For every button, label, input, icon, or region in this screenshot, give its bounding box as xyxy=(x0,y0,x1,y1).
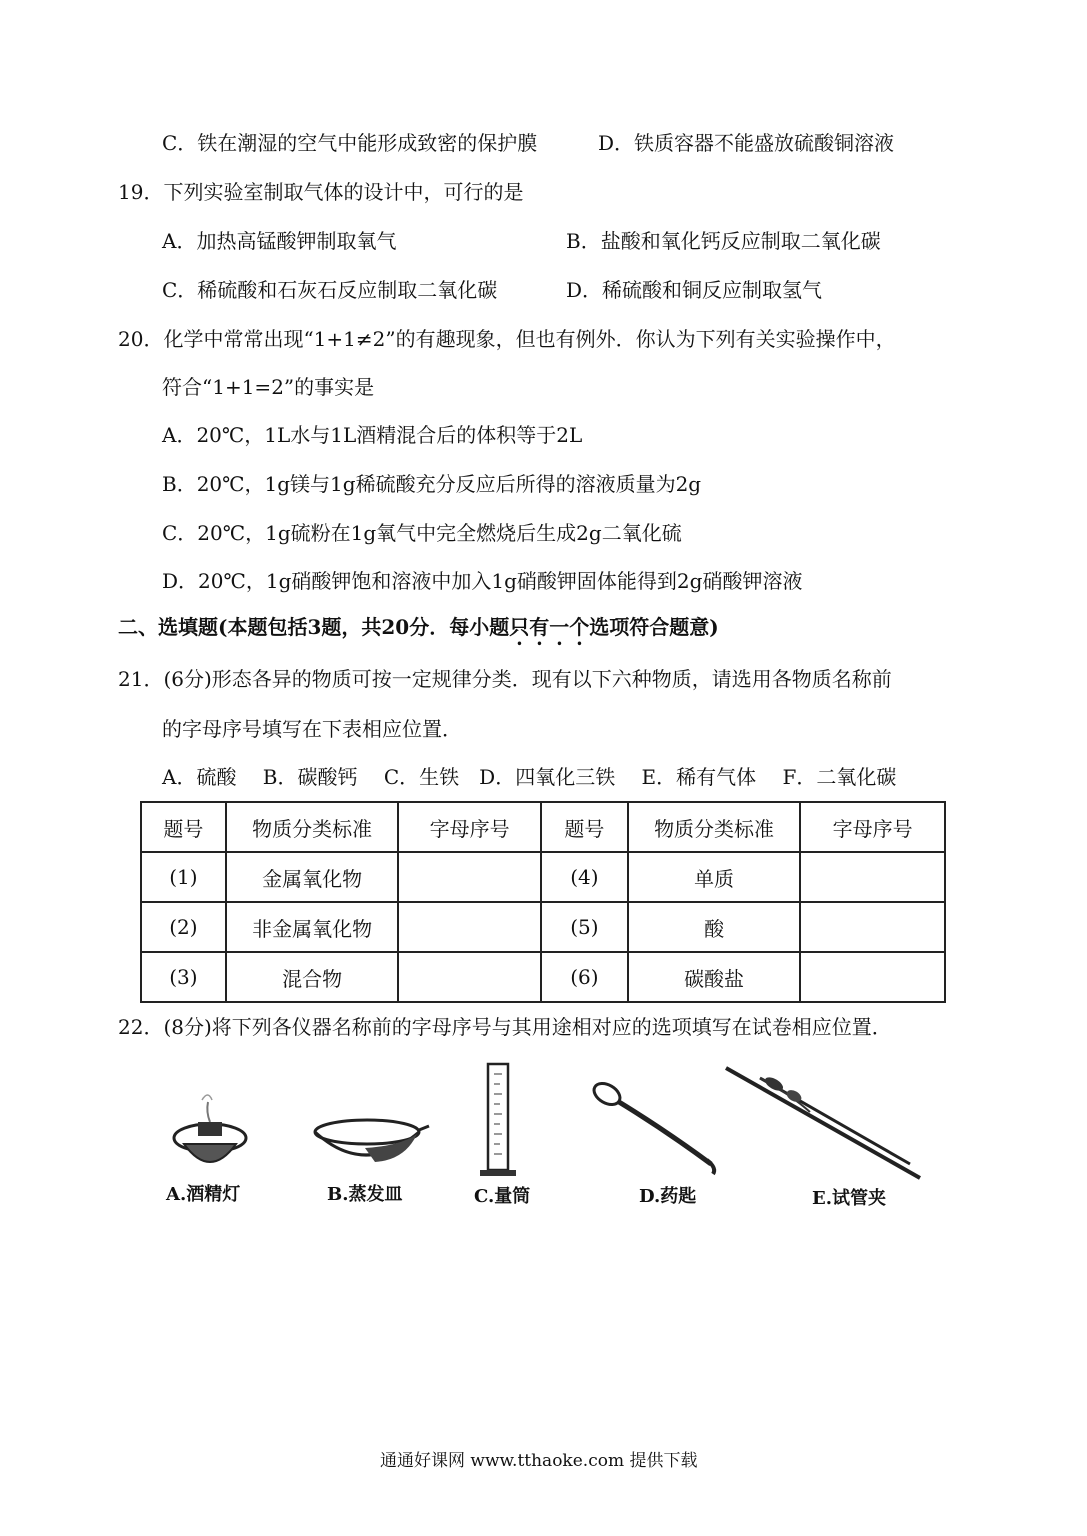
table-header-row xyxy=(141,802,945,852)
q20-option-c: C．20℃，1g硫粉在1g氧气中完全燃烧后生成2g二氧化硫 xyxy=(162,521,682,545)
table-cell: 金属氧化物 xyxy=(226,852,399,902)
table-cell: 单质 xyxy=(628,852,801,902)
section2-heading-prefix: 二、选填题(本题包括3题，共20分．每小题 xyxy=(118,615,510,639)
instrument-alcohol-lamp xyxy=(160,1060,260,1210)
table-header-cell: 物质分类标准 xyxy=(628,802,801,852)
q22-stem: 22．(8分)将下列各仪器名称前的字母序号与其用途相对应的选项填写在试卷相应位置． xyxy=(118,1015,892,1039)
q20-stem-line2: 符合“1+1=2”的事实是 xyxy=(162,375,375,399)
graduated-cylinder-icon xyxy=(470,1060,540,1180)
q18-option-d: D．铁质容器不能盛放硫酸铜溶液 xyxy=(598,131,895,155)
q20-option-b: B．20℃，1g镁与1g稀硫酸充分反应后所得的溶液质量为2g xyxy=(162,472,702,496)
instrument-evaporating-dish xyxy=(305,1060,435,1210)
table-cell: 混合物 xyxy=(226,952,399,1002)
q21-materials: A．硫酸 B．碳酸钙 C．生铁 D．四氧化三铁 E．稀有气体 F．二氧化碳 xyxy=(162,765,897,789)
table-row xyxy=(141,852,945,902)
answer-cell[interactable] xyxy=(800,952,945,1002)
table-cell: (2) xyxy=(141,902,226,952)
table-cell: 酸 xyxy=(628,902,801,952)
alcohol-lamp-icon xyxy=(160,1060,260,1180)
section2-heading-emphasis: 只有一个 xyxy=(509,615,590,639)
q19-option-a: A．加热高锰酸钾制取氧气 xyxy=(162,229,397,253)
section2-heading-suffix: 选项符合题意) xyxy=(589,615,719,639)
caption-test-tube-holder: E.试管夹 xyxy=(812,1188,886,1209)
q19-option-d: D．稀硫酸和铜反应制取氢气 xyxy=(566,278,823,302)
table-header-cell: 物质分类标准 xyxy=(226,802,399,852)
table-cell: (4) xyxy=(541,852,628,902)
caption-evaporating-dish: B.蒸发皿 xyxy=(327,1184,403,1205)
caption-alcohol-lamp: A.酒精灯 xyxy=(166,1184,241,1205)
instrument-medicine-spoon xyxy=(585,1060,735,1210)
q19-stem: 19．下列实验室制取气体的设计中，可行的是 xyxy=(118,180,524,204)
q20-option-d: D．20℃，1g硝酸钾饱和溶液中加入1g硝酸钾固体能得到2g硝酸钾溶液 xyxy=(162,569,803,593)
caption-medicine-spoon: D.药匙 xyxy=(639,1186,697,1207)
footer-text: 通通好课网 www.tthaoke.com 提供下载 xyxy=(380,1451,698,1471)
table-cell: 碳酸盐 xyxy=(628,952,801,1002)
answer-cell[interactable] xyxy=(800,902,945,952)
q21-stem-line1: 21．(6分)形态各异的物质可按一定规律分类．现有以下六种物质，请选用各物质名称前 xyxy=(118,667,892,691)
answer-cell[interactable] xyxy=(398,952,541,1002)
table-header-cell: 题号 xyxy=(141,802,226,852)
table-cell: (5) xyxy=(541,902,628,952)
answer-cell[interactable] xyxy=(398,902,541,952)
answer-cell[interactable] xyxy=(800,852,945,902)
table-header-cell: 字母序号 xyxy=(398,802,541,852)
q19-option-b: B．盐酸和氧化钙反应制取二氧化碳 xyxy=(566,229,881,253)
table-header-cell: 题号 xyxy=(541,802,628,852)
classification-table xyxy=(140,801,946,1003)
table-row xyxy=(141,902,945,952)
q20-stem-line1: 20．化学中常常出现“1+1≠2”的有趣现象，但也有例外．你认为下列有关实验操作中， xyxy=(118,327,896,351)
answer-cell[interactable] xyxy=(398,852,541,902)
table-row xyxy=(141,952,945,1002)
evaporating-dish-icon xyxy=(305,1060,435,1180)
q20-option-a: A．20℃，1L水与1L酒精混合后的体积等于2L xyxy=(162,423,583,447)
q21-stem-line2: 的字母序号填写在下表相应位置． xyxy=(162,717,462,741)
table-cell: (6) xyxy=(541,952,628,1002)
instrument-graduated-cylinder xyxy=(470,1060,540,1210)
table-cell: (1) xyxy=(141,852,226,902)
test-tube-holder-icon xyxy=(720,1060,930,1180)
instrument-test-tube-holder xyxy=(720,1060,930,1210)
section2-heading xyxy=(118,614,719,650)
q18-option-c: C．铁在潮湿的空气中能形成致密的保护膜 xyxy=(162,131,538,155)
caption-graduated-cylinder: C.量筒 xyxy=(474,1186,531,1207)
table-cell: 非金属氧化物 xyxy=(226,902,399,952)
table-cell: (3) xyxy=(141,952,226,1002)
medicine-spoon-icon xyxy=(585,1060,735,1180)
table-header-cell: 字母序号 xyxy=(800,802,945,852)
q19-option-c: C．稀硫酸和石灰石反应制取二氧化碳 xyxy=(162,278,498,302)
